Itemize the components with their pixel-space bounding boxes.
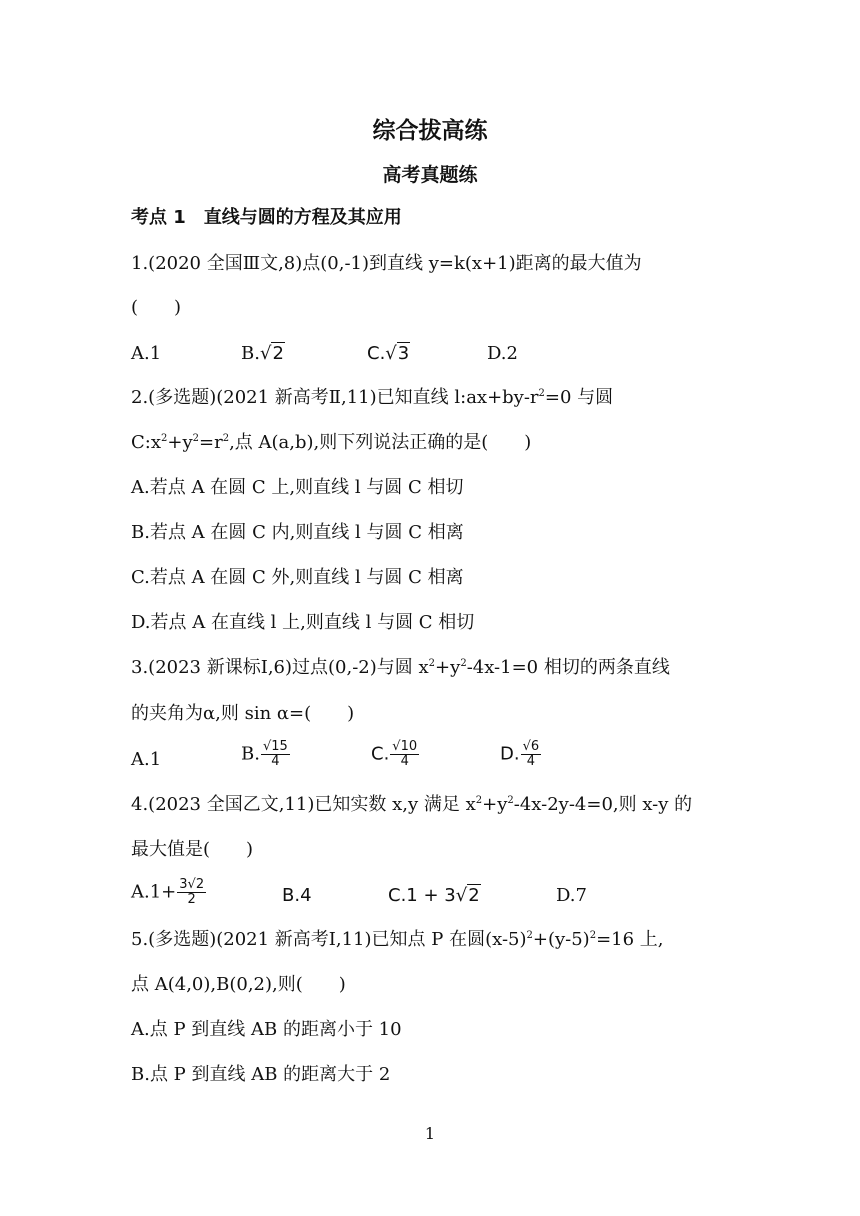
question-1-stem: 1.(2020 全国Ⅲ文,8)点(0,-1)到直线 y=k(x+1)距离的最大值为 xyxy=(131,253,642,274)
question-2-option-a: A.若点 A 在圆 C 上,则直线 l 与圆 C 相切 xyxy=(131,477,464,498)
sqrt-symbol: √2 xyxy=(455,885,480,906)
sqrt-symbol: √3 xyxy=(385,343,410,364)
question-4-stem-line-1: 4.(2023 全国乙文,11)已知实数 x,y 满足 $x^2+y^2-4x-2y-4=0$,则 x-y 的 xyxy=(131,794,693,815)
question-1-option-a: A.1 xyxy=(131,343,162,364)
question-5-stem-line-1: 5.(多选题)(2021 新高考Ⅰ,11)已知点 P 在圆$(x-5)^2+(y-5)^2=16$ 上, xyxy=(131,929,664,950)
fraction: $\frac{√6}{4}$ xyxy=(522,739,540,769)
question-1-option-c: C.√3 xyxy=(367,343,410,364)
question-2-stem-line-2: $C:x^2+y^2=r^2$,点 A(a,b),则下列说法正确的是( ) xyxy=(131,432,532,453)
page-subtitle: 高考真题练 xyxy=(382,164,478,186)
question-4-option-c: C.1 + 3√2 xyxy=(388,885,480,906)
question-1-option-d: D.2 xyxy=(487,343,518,364)
question-2-stem-line-1: 2.(多选题)(2021 新高考Ⅱ,11)已知直线 $l:ax+by-r^2=0$ 与圆 xyxy=(131,387,614,408)
question-4-option-d: D.7 xyxy=(556,885,587,906)
question-5-stem-line-2: 点 A(4,0),B(0,2),则( ) xyxy=(131,974,346,995)
question-3-stem-line-2: 的夹角为α,则 sin α=( ) xyxy=(131,703,355,724)
question-4-option-a: A.1+ $\frac{3√2}{2}$ xyxy=(131,877,205,907)
page-title: 综合拔高练 xyxy=(372,118,488,144)
fraction: $\frac{3√2}{2}$ xyxy=(179,877,205,907)
section-heading: 考点 1 直线与圆的方程及其应用 xyxy=(131,207,402,228)
question-2-option-d: D.若点 A 在直线 l 上,则直线 l 与圆 C 相切 xyxy=(131,612,475,633)
question-1-paren: ( ) xyxy=(131,297,182,318)
question-4-stem-line-2: 最大值是( ) xyxy=(131,839,254,860)
question-4-option-b: B.4 xyxy=(282,885,312,906)
question-2-option-c: C.若点 A 在圆 C 外,则直线 l 与圆 C 相离 xyxy=(131,567,464,588)
sqrt-symbol: √2 xyxy=(259,343,284,364)
question-1-option-b: B.√2 xyxy=(241,343,284,364)
question-5-option-a: A.点 P 到直线 AB 的距离小于 10 xyxy=(131,1019,402,1040)
question-3-stem-line-1: 3.(2023 新课标Ⅰ,6)过点(0,-2)与圆 $x^2+y^2-4x-1=0$ 相切的两条直线 xyxy=(131,657,670,678)
question-2-option-b: B.若点 A 在圆 C 内,则直线 l 与圆 C 相离 xyxy=(131,522,464,543)
question-5-option-b: B.点 P 到直线 AB 的距离大于 2 xyxy=(131,1064,391,1085)
question-3-option-d: D. $\frac{√6}{4}$ xyxy=(500,739,540,769)
question-3-option-c: C. $\frac{√10}{4}$ xyxy=(371,739,418,769)
page-number: 1 xyxy=(424,1124,436,1143)
question-3-option-a: A.1 xyxy=(131,749,162,770)
question-3-option-b: B. $\frac{√15}{4}$ xyxy=(241,739,288,769)
fraction: $\frac{√15}{4}$ xyxy=(262,739,288,769)
fraction: $\frac{√10}{4}$ xyxy=(392,739,418,769)
